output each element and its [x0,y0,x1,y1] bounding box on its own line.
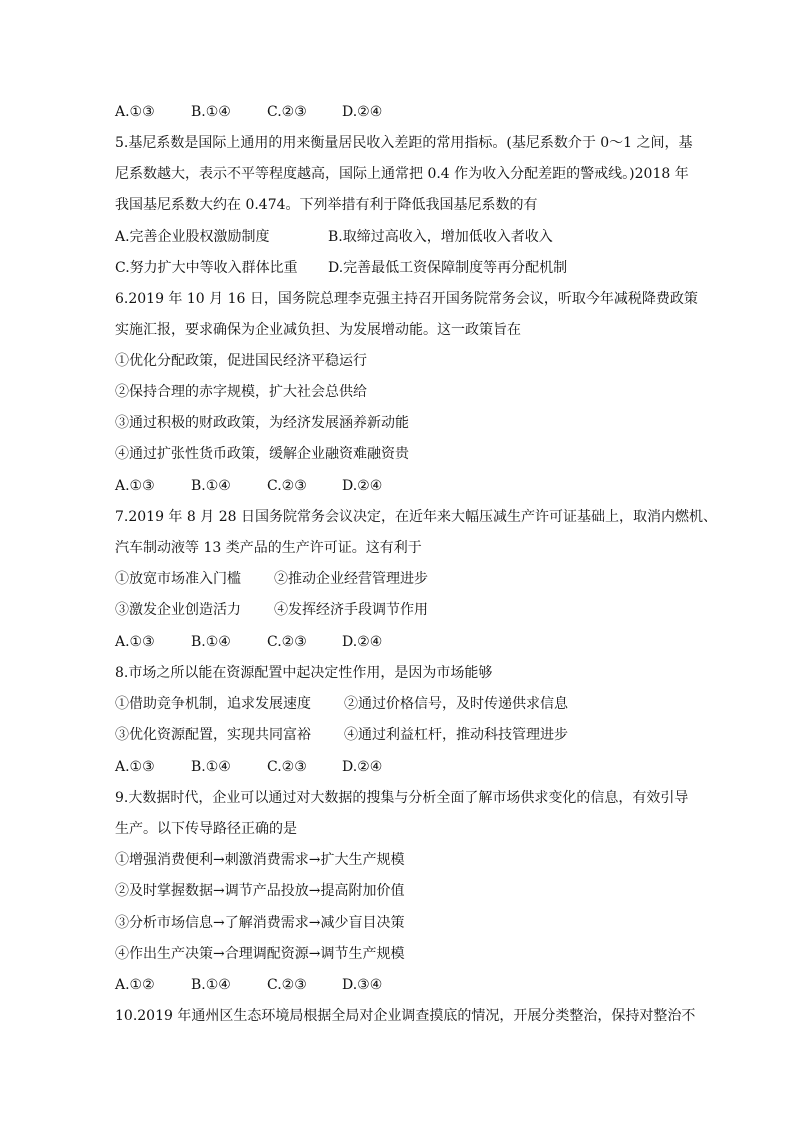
q6-item-2: ②保持合理的赤字规模，扩大社会总供给 [115,384,367,400]
q6-item-3: ③通过积极的财政政策，为经济发展涵养新动能 [115,415,409,431]
q4-option-c: C.②③ [267,104,307,120]
q6-stem-line-1: 6.2019 年 10 月 16 日，国务院总理李克强主持召开国务院常务会议，听取今年减税降费政策 [115,291,698,307]
q9-option-d: D.③④ [342,977,383,993]
q6-option-c: C.②③ [267,478,307,494]
q7-option-b: B.①④ [191,634,231,650]
q9-item-3: ③分析市场信息→了解消费需求→减少盲目决策 [115,915,405,931]
q8-option-a: A.①③ [115,759,155,775]
q4-option-a: A.①③ [115,104,155,120]
q7-item-2: ②推动企业经营管理进步 [274,571,428,587]
q7-stem-line-1: 7.2019 年 8 月 28 日国务院常务会议决定，在近年来大幅压减生产许可证基础上，取消内燃机、 [115,509,717,525]
q5-option-d: D.完善最低工资保障制度等再分配机制 [328,260,568,276]
q5-option-b: B.取缔过高收入，增加低收入者收入 [328,229,553,245]
q5-option-c: C.努力扩大中等收入群体比重 [115,260,298,276]
q7-option-a: A.①③ [115,634,155,650]
q5-stem-line-2: 尼系数越大，表示不平等程度越高，国际上通常把 0.4 作为收入分配差距的警戒线。)2018 年 [115,166,689,182]
q6-item-1: ①优化分配政策，促进国民经济平稳运行 [115,353,367,369]
q8-item-1: ①借助竞争机制，追求发展速度 [115,696,311,712]
q9-option-c: C.②③ [267,977,307,993]
q8-item-3: ③优化资源配置，实现共同富裕 [115,727,311,743]
q8-option-b: B.①④ [191,759,231,775]
q7-option-c: C.②③ [267,634,307,650]
q8-option-d: D.②④ [342,759,383,775]
q9-item-4: ④作出生产决策→合理调配资源→调节生产规模 [115,946,405,962]
q7-item-4: ④发挥经济手段调节作用 [274,602,428,618]
q7-option-d: D.②④ [342,634,383,650]
q8-option-c: C.②③ [267,759,307,775]
q8-stem-line-1: 8.市场之所以能在资源配置中起决定性作用，是因为市场能够 [115,665,493,681]
q5-option-a: A.完善企业股权激励制度 [115,229,270,245]
q8-item-2: ②通过价格信号，及时传递供求信息 [344,696,568,712]
q9-stem-line-2: 生产。以下传导路径正确的是 [115,821,297,837]
q9-item-1: ①增强消费便利→刺激消费需求→扩大生产规模 [115,852,405,868]
q6-option-a: A.①③ [115,478,155,494]
q7-item-1: ①放宽市场准入门槛 [115,571,241,587]
q9-option-a: A.①② [115,977,155,993]
q7-item-3: ③激发企业创造活力 [115,602,241,618]
q6-option-d: D.②④ [342,478,383,494]
q4-option-d: D.②④ [342,104,383,120]
q10-stem-line-1: 10.2019 年通州区生态环境局根据全局对企业调查摸底的情况，开展分类整治，保持对整治不 [115,1008,696,1024]
q6-option-b: B.①④ [191,478,231,494]
q5-stem-line-1: 5.基尼系数是国际上通用的用来衡量居民收入差距的常用指标。(基尼系数介于 0～1 之间，基 [115,135,693,151]
q6-stem-line-2: 实施汇报，要求确保为企业减负担、为发展增动能。这一政策旨在 [115,322,521,338]
q6-item-4: ④通过扩张性货币政策，缓解企业融资难融资贵 [115,446,409,462]
q8-item-4: ④通过利益杠杆，推动科技管理进步 [344,727,568,743]
q9-option-b: B.①④ [191,977,231,993]
q7-stem-line-2: 汽车制动液等 13 类产品的生产许可证。这有利于 [115,540,422,556]
q9-stem-line-1: 9.大数据时代，企业可以通过对大数据的搜集与分析全面了解市场供求变化的信息，有效引导 [115,790,689,806]
q9-item-2: ②及时掌握数据→调节产品投放→提高附加价值 [115,883,405,899]
q5-stem-line-3: 我国基尼系数大约在 0.474。下列举措有利于降低我国基尼系数的有 [115,197,538,213]
q4-option-b: B.①④ [191,104,231,120]
